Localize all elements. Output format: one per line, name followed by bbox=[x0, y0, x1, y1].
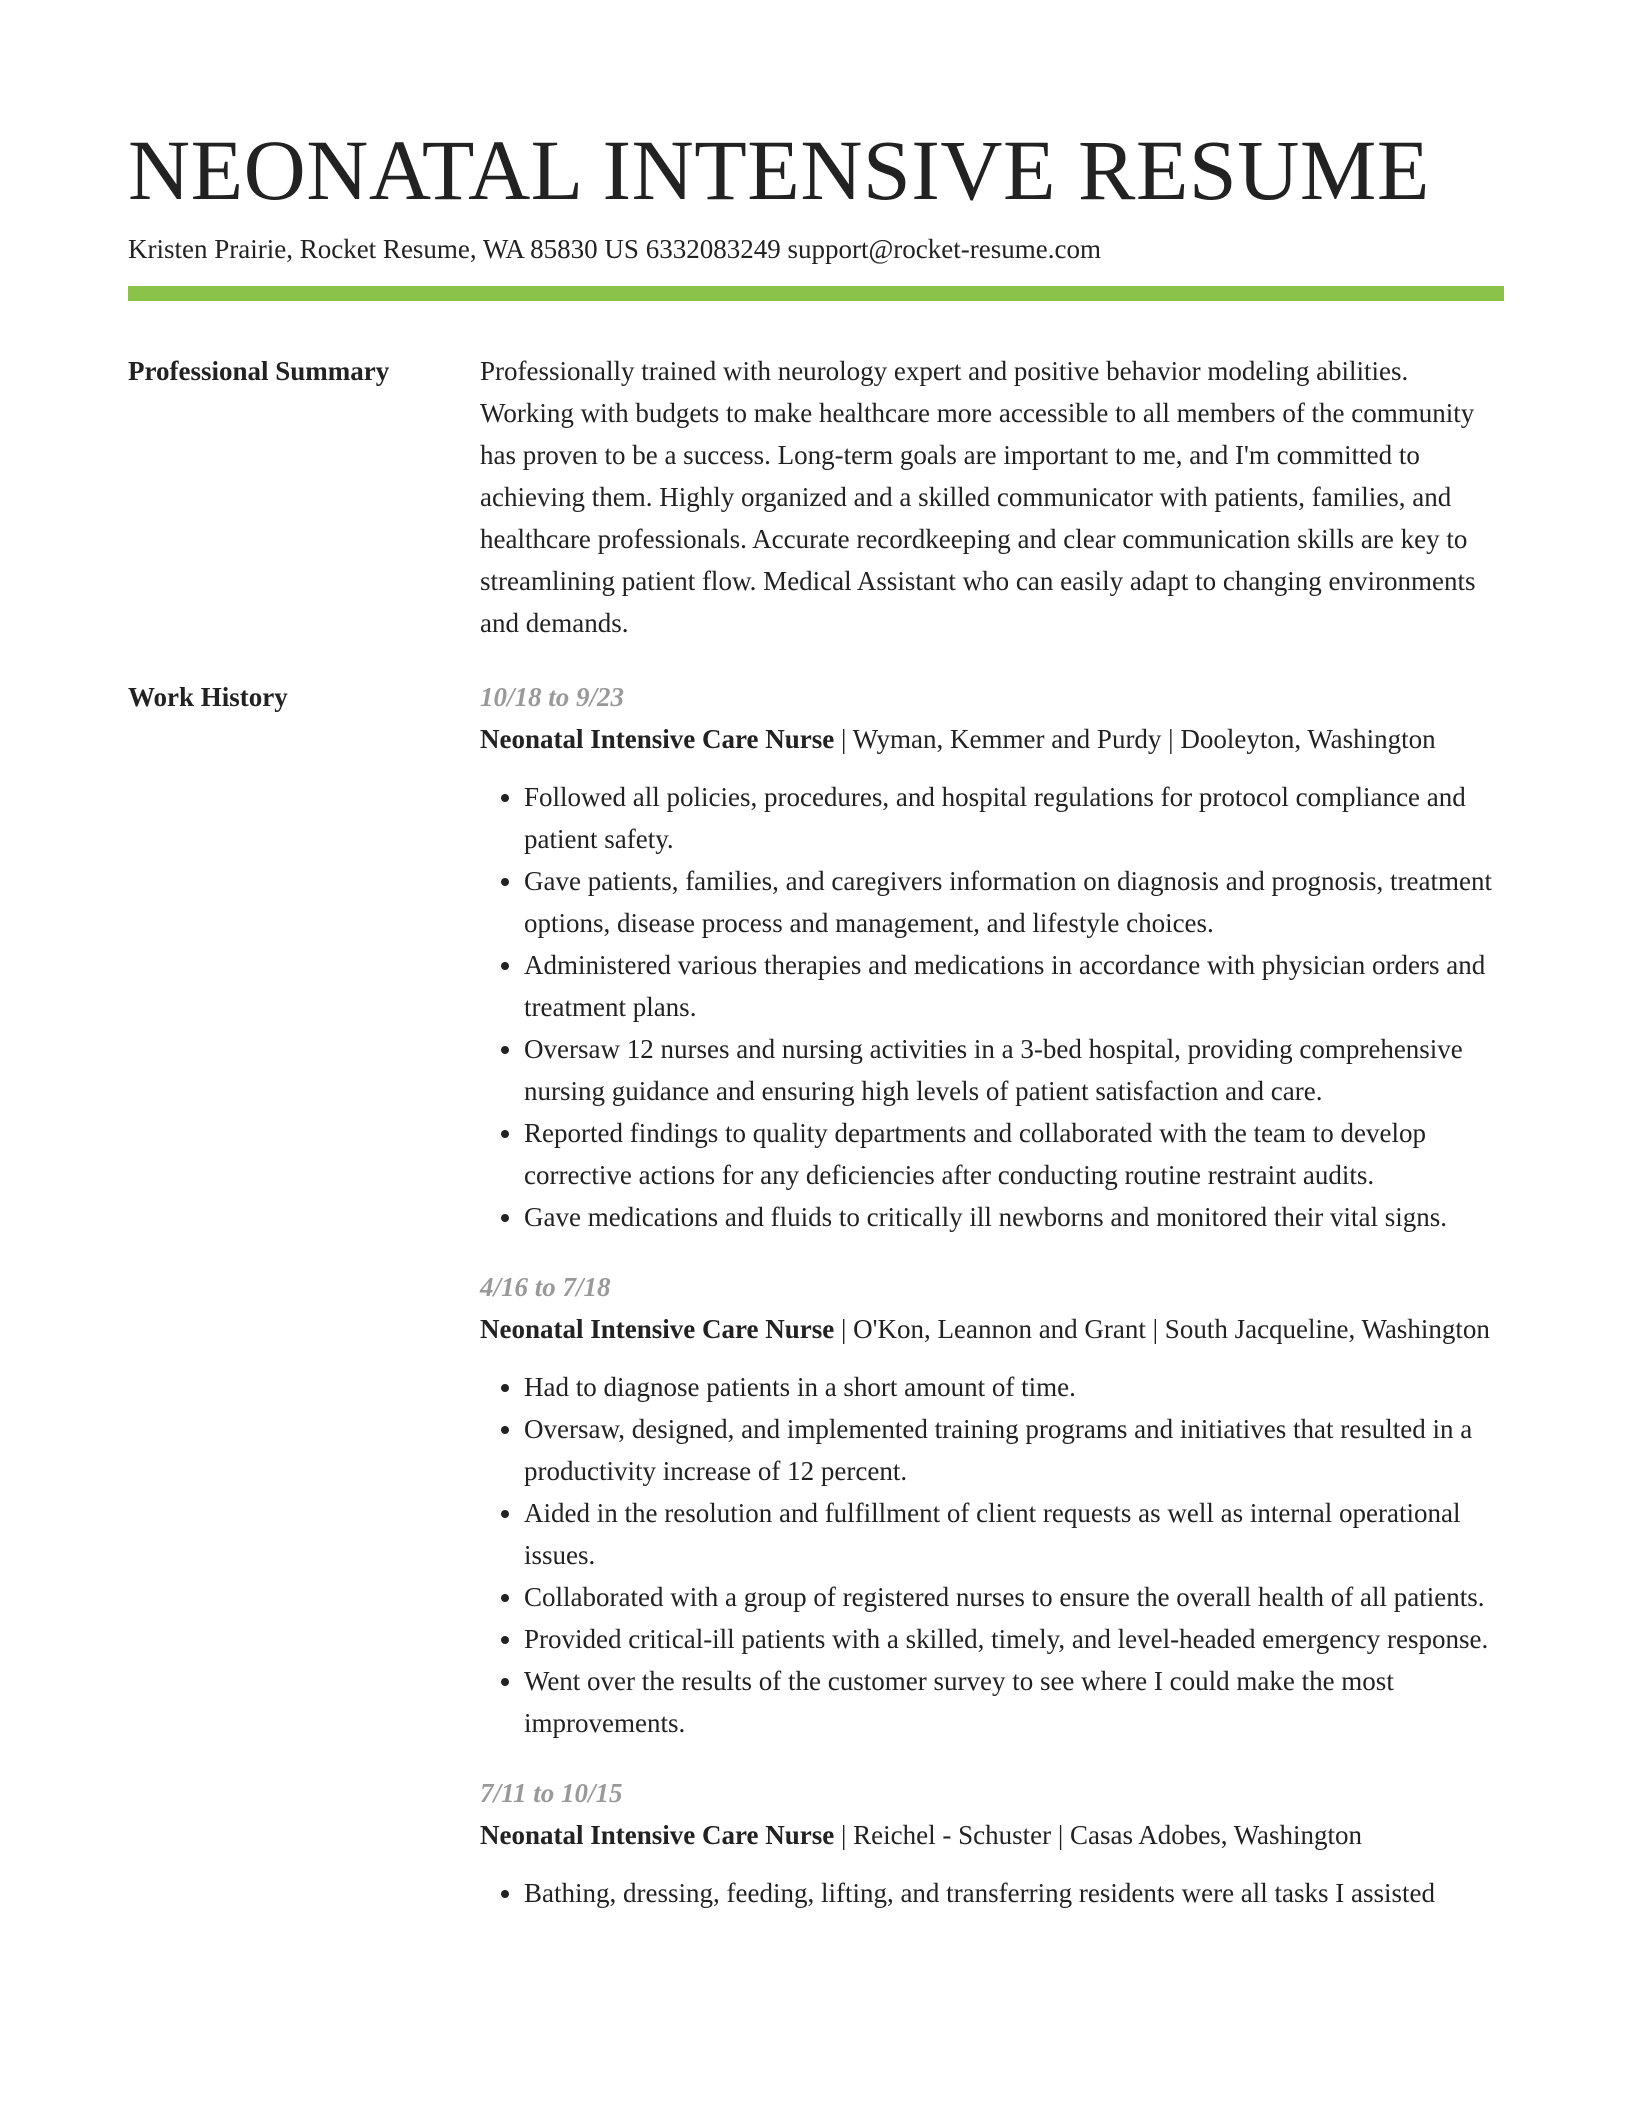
job-heading bbox=[480, 718, 1506, 760]
job-dates: 7/11 to 10/15 bbox=[480, 1778, 623, 1808]
job-title: Neonatal Intensive Care Nurse bbox=[480, 1820, 835, 1850]
job-employer-location: | Reichel - Schuster | Casas Adobes, Washington bbox=[834, 1820, 1363, 1850]
job-entry bbox=[480, 1266, 1506, 1744]
job-entry bbox=[480, 1772, 1506, 1914]
job-bullet: • Collaborated with a group of registered nurses to ensure the overall health of all patients. bbox=[524, 1576, 1506, 1618]
summary-section bbox=[480, 350, 1506, 644]
job-bullet-list bbox=[480, 1872, 1506, 1914]
job-bullet: • Administered various therapies and medications in accordance with physician orders and treatment plans. bbox=[524, 944, 1506, 1028]
job-employer-location: | Wyman, Kemmer and Purdy | Dooleyton, Washington bbox=[834, 724, 1436, 754]
job-dates: 4/16 to 7/18 bbox=[480, 1272, 611, 1302]
job-heading bbox=[480, 1814, 1506, 1856]
job-bullet: • Oversaw 12 nurses and nursing activities in a 3-bed hospital, providing comprehensive nursing guidance and ensuring high levels of patient satisfaction and care. bbox=[524, 1028, 1506, 1112]
section-label-work-history: Work History bbox=[128, 682, 288, 712]
job-bullet-list bbox=[480, 1366, 1506, 1744]
job-bullet: • Gave medications and fluids to critically ill newborns and monitored their vital signs. bbox=[524, 1196, 1506, 1238]
job-title: Neonatal Intensive Care Nurse bbox=[480, 724, 835, 754]
job-bullet: • Gave patients, families, and caregivers information on diagnosis and prognosis, treatment options, disease process and management, and lifestyle choices. bbox=[524, 860, 1506, 944]
job-bullet: • Bathing, dressing, feeding, lifting, and transferring residents were all tasks I assisted bbox=[524, 1872, 1506, 1914]
work-history-section bbox=[480, 676, 1506, 1942]
job-bullet: • Reported findings to quality departments and collaborated with the team to develop corrective actions for any deficiencies after conducting routine restraint audits. bbox=[524, 1112, 1506, 1196]
job-employer-location: | O'Kon, Leannon and Grant | South Jacqueline, Washington bbox=[834, 1314, 1490, 1344]
resume-title: NEONATAL INTENSIVE RESUME bbox=[128, 122, 1430, 218]
job-bullet: • Had to diagnose patients in a short amount of time. bbox=[524, 1366, 1506, 1408]
job-bullet: • Oversaw, designed, and implemented training programs and initiatives that resulted in a productivity increase of 12 percent. bbox=[524, 1408, 1506, 1492]
accent-divider bbox=[128, 286, 1504, 301]
contact-line: Kristen Prairie, Rocket Resume, WA 85830 US 6332083249 support@rocket-resume.com bbox=[128, 234, 1101, 264]
job-heading bbox=[480, 1308, 1506, 1350]
section-label-summary: Professional Summary bbox=[128, 356, 390, 386]
summary-text: Professionally trained with neurology expert and positive behavior modeling abilities. Working with budgets to make healthcare more accessible to all members of the community has proven to be a success. Long-term goals are important to me, and I'm committed to achieving them. Highly organized and a skilled communicator with patients, families, and healthcare professionals. Accurate recordkeeping and clear communication skills are key to streamlining patient flow. Medical Assistant who can easily adapt to changing environments and demands. bbox=[480, 356, 1476, 638]
job-bullet: • Provided critical-ill patients with a skilled, timely, and level-headed emergency response. bbox=[524, 1618, 1506, 1660]
job-bullet: • Followed all policies, procedures, and hospital regulations for protocol compliance and patient safety. bbox=[524, 776, 1506, 860]
job-dates: 10/18 to 9/23 bbox=[480, 682, 625, 712]
job-bullet: • Went over the results of the customer survey to see where I could make the most improvements. bbox=[524, 1660, 1506, 1744]
job-title: Neonatal Intensive Care Nurse bbox=[480, 1314, 835, 1344]
job-bullet-list bbox=[480, 776, 1506, 1238]
job-entry bbox=[480, 676, 1506, 1238]
job-bullet: • Aided in the resolution and fulfillment of client requests as well as internal operational issues. bbox=[524, 1492, 1506, 1576]
